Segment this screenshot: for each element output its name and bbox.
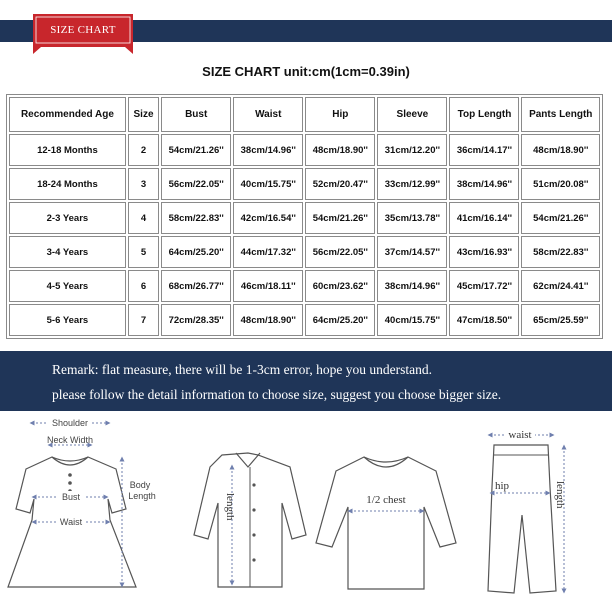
cell-waist: 46cm/18.11'' bbox=[233, 270, 303, 302]
cell-pants-length: 51cm/20.08'' bbox=[521, 168, 600, 200]
cell-size: 2 bbox=[128, 134, 159, 166]
cell-age: 4-5 Years bbox=[9, 270, 126, 302]
cell-bust: 72cm/28.35'' bbox=[161, 304, 231, 336]
cell-sleeve: 31cm/12.20'' bbox=[377, 134, 447, 166]
cell-bust: 68cm/26.77'' bbox=[161, 270, 231, 302]
table-row bbox=[9, 304, 600, 336]
cell-age: 5-6 Years bbox=[9, 304, 126, 336]
cell-waist: 48cm/18.90'' bbox=[233, 304, 303, 336]
column-header-bust: Bust bbox=[161, 97, 231, 132]
cell-hip: 48cm/18.90'' bbox=[305, 134, 375, 166]
remark-text: Remark: flat measure, there will be 1-3cm error, hope you understand. bbox=[52, 362, 432, 377]
cell-bust: 64cm/25.20'' bbox=[161, 236, 231, 268]
measurement-diagrams bbox=[0, 415, 612, 612]
cell-hip: 54cm/21.26'' bbox=[305, 202, 375, 234]
table-header-row bbox=[9, 97, 600, 132]
sweater-diagram bbox=[316, 457, 456, 589]
table-row bbox=[9, 270, 600, 302]
remark-advice-text: please follow the detail information to choose size, suggest you choose bigger size. bbox=[52, 387, 502, 402]
cell-sleeve: 40cm/15.75'' bbox=[377, 304, 447, 336]
cell-hip: 60cm/23.62'' bbox=[305, 270, 375, 302]
cell-age: 2-3 Years bbox=[9, 202, 126, 234]
cell-sleeve: 37cm/14.57'' bbox=[377, 236, 447, 268]
column-header-waist: Waist bbox=[233, 97, 303, 132]
cell-hip: 56cm/22.05'' bbox=[305, 236, 375, 268]
cell-hip: 52cm/20.47'' bbox=[305, 168, 375, 200]
shirt-diagram bbox=[194, 453, 306, 587]
label-half-chest: 1/2 chest bbox=[366, 494, 406, 506]
cell-pants-length: 48cm/18.90'' bbox=[521, 134, 600, 166]
cell-sleeve: 33cm/12.99'' bbox=[377, 168, 447, 200]
cell-waist: 38cm/14.96'' bbox=[233, 134, 303, 166]
cell-waist: 42cm/16.54'' bbox=[233, 202, 303, 234]
cell-bust: 54cm/21.26'' bbox=[161, 134, 231, 166]
column-header-pants-length: Pants Length bbox=[521, 97, 600, 132]
label-pants-waist: waist bbox=[508, 429, 532, 441]
label-length: Length bbox=[128, 491, 156, 501]
cell-size: 3 bbox=[128, 168, 159, 200]
table-row bbox=[9, 134, 600, 166]
cell-sleeve: 35cm/13.78'' bbox=[377, 202, 447, 234]
column-header-top-length: Top Length bbox=[449, 97, 519, 132]
cell-top-length: 45cm/17.72'' bbox=[449, 270, 519, 302]
cell-age: 18-24 Months bbox=[9, 168, 126, 200]
column-header-size: Size bbox=[128, 97, 159, 132]
cell-pants-length: 62cm/24.41'' bbox=[521, 270, 600, 302]
cell-bust: 56cm/22.05'' bbox=[161, 168, 231, 200]
cell-waist: 44cm/17.32'' bbox=[233, 236, 303, 268]
table-row bbox=[9, 168, 600, 200]
pants-diagram bbox=[488, 428, 566, 593]
cell-size: 7 bbox=[128, 304, 159, 336]
cell-sleeve: 38cm/14.96'' bbox=[377, 270, 447, 302]
label-neck-width: Neck Width bbox=[46, 435, 94, 445]
table-row bbox=[9, 236, 600, 268]
cell-size: 6 bbox=[128, 270, 159, 302]
size-table bbox=[6, 94, 603, 339]
cell-size: 5 bbox=[128, 236, 159, 268]
cell-pants-length: 65cm/25.59'' bbox=[521, 304, 600, 336]
cell-bust: 58cm/22.83'' bbox=[161, 202, 231, 234]
column-header-sleeve: Sleeve bbox=[377, 97, 447, 132]
cell-top-length: 43cm/16.93'' bbox=[449, 236, 519, 268]
label-pants-hip: hip bbox=[494, 480, 510, 492]
size-chart-badge: SIZE CHART bbox=[50, 24, 116, 36]
label-bust: Bust bbox=[61, 492, 81, 502]
cell-size: 4 bbox=[128, 202, 159, 234]
cell-top-length: 38cm/14.96'' bbox=[449, 168, 519, 200]
cell-age: 3-4 Years bbox=[9, 236, 126, 268]
column-header-hip: Hip bbox=[305, 97, 375, 132]
chart-title: SIZE CHART unit:cm(1cm=0.39in) bbox=[202, 64, 410, 79]
cell-waist: 40cm/15.75'' bbox=[233, 168, 303, 200]
table-row bbox=[9, 202, 600, 234]
cell-hip: 64cm/25.20'' bbox=[305, 304, 375, 336]
cell-top-length: 47cm/18.50'' bbox=[449, 304, 519, 336]
label-waist: Waist bbox=[59, 517, 83, 527]
cell-top-length: 36cm/14.17'' bbox=[449, 134, 519, 166]
cell-top-length: 41cm/16.14'' bbox=[449, 202, 519, 234]
cell-age: 12-18 Months bbox=[9, 134, 126, 166]
column-header-age: Recommended Age bbox=[9, 97, 126, 132]
cell-pants-length: 58cm/22.83'' bbox=[521, 236, 600, 268]
label-shoulder: Shoulder bbox=[51, 418, 89, 428]
cell-pants-length: 54cm/21.26'' bbox=[521, 202, 600, 234]
label-shirt-length: length bbox=[224, 493, 236, 521]
label-body: Body bbox=[129, 480, 151, 490]
label-pants-length: length bbox=[554, 481, 566, 509]
dress-diagram bbox=[8, 417, 156, 587]
